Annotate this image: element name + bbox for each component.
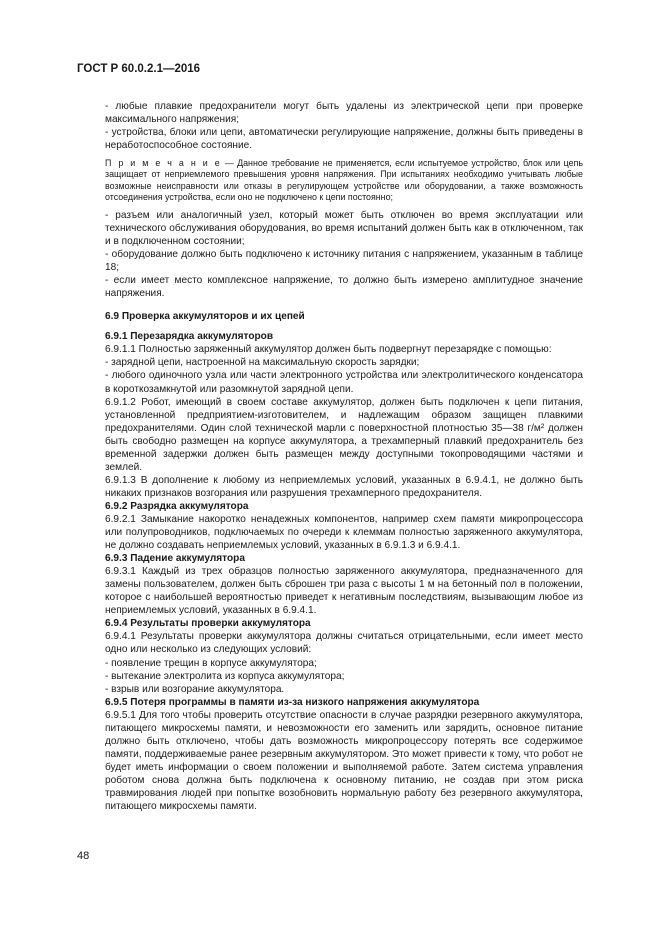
paragraph: - любые плавкие предохранители могут быть удалены из электрической цепи при проверке максимального напряжения; xyxy=(105,101,583,126)
subsection-heading: 6.9.3 Падение аккумулятора xyxy=(105,553,245,565)
paragraph: 6.9.2.1 Замыкание накоротко ненадежных компонентов, например схем памяти микропроцессора или полупроводников, подключаемых по очереди к клеммам полностью заряженного аккумулятора, не должно создавать неприемлемых условий, указанных в 6.9.1.3 и 6.9.4.1. xyxy=(105,513,583,552)
paragraph: 6.9.1.2 Робот, имеющий в своем составе аккумулятор, должен быть подключен к цепи питания, установленной предприятием-изготовителем, и надлежащим образом защищен плавкими предохранителями. Один слой технической марли с поверхностной плотностью 35—38 г/м² должен быть свободно размещен на корпусе аккумулятора, а трехамперный плавкий предохранитель без временной задержки должен быть размещен между доступными токопроводящими частями и землей. xyxy=(105,396,583,473)
subsection-heading: 6.9.4 Результаты проверки аккумулятора xyxy=(105,618,311,630)
page-content xyxy=(105,100,583,813)
list-item: - вытекание электролита из корпуса аккумулятора; xyxy=(105,670,345,682)
paragraph: 6.9.1.1 Полностью заряженный аккумулятор должен быть подвергнут перезарядке с помощью: xyxy=(105,344,552,356)
paragraph: 6.9.1.3 В дополнение к любому из неприемлемых условий, указанных в 6.9.4.1, не должно быть никаких признаков возгорания или разрушения трехамперного предохранителя. xyxy=(105,474,583,499)
section-heading: 6.9 Проверка аккумуляторов и их цепей xyxy=(105,311,305,323)
document-header: ГОСТ Р 60.0.2.1—2016 xyxy=(77,63,201,75)
note-text: — Данное требование не применяется, если испытуемое устройство, блок или цепь защищает от неприемлемого превышения уровня напряжения. При испытаниях необходимо учитывать любые возможные неисправности или отказы в регулирующем устройстве или оборудовании, а также возможность отсоединения устройства, если оно не подключено к цепи постоянно; xyxy=(105,158,584,202)
list-item: - появление трещин в корпусе аккумулятора; xyxy=(105,657,317,669)
paragraph: - если имеет место комплексное напряжение, то должно быть измерено амплитудное значение напряжения. xyxy=(105,275,583,300)
subsection-heading: 6.9.1 Перезарядка аккумуляторов xyxy=(105,331,274,343)
paragraph: - оборудование должно быть подключено к источнику питания с напряжением, указанным в таблице 18; xyxy=(105,249,583,274)
paragraph: 6.9.3.1 Каждый из трех образцов полностью заряженного аккумулятора, предназначенного для замены пользователем, должен быть сброшен три раза с высоты 1 м на бетонный пол в положении, которое с наибольшей вероятностью приведет к негативным последствиям, вызывающим любое из неприемлемых условий, указанных в 6.9.4.1. xyxy=(105,566,583,617)
paragraph: - устройства, блоки или цепи, автоматически регулирующие напряжение, должны быть приведены в неработоспособное состояние. xyxy=(105,127,583,152)
note-label: П р и м е ч а н и е xyxy=(105,158,222,169)
paragraph: - разъем или аналогичный узел, который может быть отключен во время эксплуатации или технического обслуживания оборудования, во время испытаний должен быть как в отключенном, так и в подключенном состоянии; xyxy=(105,210,583,248)
list-item: - любого одиночного узла или части электронного устройства или электролитического конденсатора в короткозамкнутой или разомкнутой зарядной цепи. xyxy=(105,370,583,395)
paragraph: 6.9.5.1 Для того чтобы проверить отсутствие опасности в случае разрядки резервного аккумулятора, питающего микросхемы памяти, и невозможности его заменить или зарядить, основное питание должно быть отключено, чтобы дать возможность микропроцессору потерять все содержимое памяти, поддерживаемые ранее резервным аккумулятором. Это может привести к тому, что робот не будет иметь информации о своем положении и выполняемой работе. Затем система управления роботом снова должна быть подключена к основному питанию, не создав при этом риска травмирования людей при попытке возобновить нормальную работу без резервного аккумулятора, питающего микросхемы памяти. xyxy=(105,709,583,813)
list-item: - зарядной цепи, настроенной на максимальную скорость зарядки; xyxy=(105,357,420,369)
subsection-heading: 6.9.2 Разрядка аккумулятора xyxy=(105,500,249,512)
paragraph: 6.9.4.1 Результаты проверки аккумулятора должны считаться отрицательными, если имеет место одно или несколько из следующих условий: xyxy=(105,631,583,656)
page-number: 48 xyxy=(77,850,90,862)
subsection-heading: 6.9.5 Потеря программы в памяти из-за низкого напряжения аккумулятора xyxy=(105,696,480,708)
list-item: - взрыв или возгорание аккумулятора. xyxy=(105,683,285,695)
note xyxy=(105,158,583,203)
